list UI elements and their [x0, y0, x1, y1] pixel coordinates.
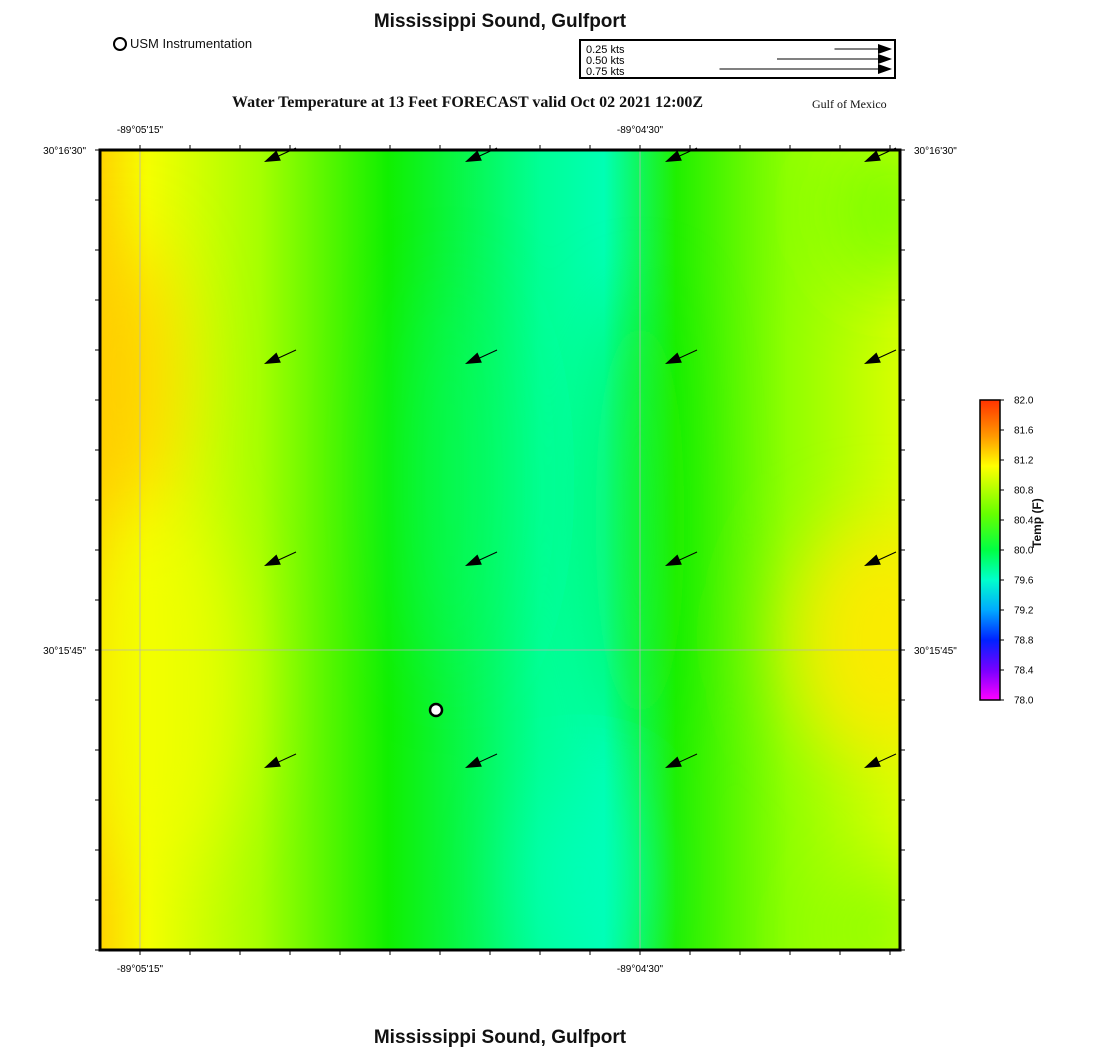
left-lat-label-1: 30°15'45": [43, 646, 86, 657]
region-label: Gulf of Mexico: [812, 97, 887, 111]
colorbar-tick-label: 78.8: [1014, 635, 1034, 647]
temperature-colorbar: [980, 396, 1034, 707]
colorbar-tick-label: 81.6: [1014, 425, 1034, 437]
bottom-title: Mississippi Sound, Gulfport: [373, 1027, 627, 1048]
colorbar-tick-label: 80.8: [1014, 485, 1034, 497]
bottom-lon-label-0: -89°05'15": [116, 964, 164, 975]
speed-legend-entry-1: 0.50 kts: [586, 55, 625, 67]
colorbar-tick-label: 79.6: [1014, 575, 1034, 587]
colorbar-tick-label: 79.2: [1014, 605, 1034, 617]
bottom-lon-label-1: -89°04'30": [616, 964, 664, 975]
speed-legend-entry-0: 0.25 kts: [586, 44, 625, 56]
usm-station-marker: [430, 704, 442, 716]
right-lat-label-1: 30°15'45": [914, 646, 957, 657]
top-lon-label-1: -89°04'30": [616, 125, 664, 136]
top-lon-label-0: -89°05'15": [116, 125, 164, 136]
left-lat-label-0: 30°16'30": [43, 146, 86, 157]
speed-legend-entry-2: 0.75 kts: [586, 66, 625, 78]
colorbar-tick-label: 78.0: [1014, 695, 1034, 707]
plot-subtitle: Water Temperature at 13 Feet FORECAST valid Oct 02 2021 12:00Z: [232, 94, 704, 111]
colorbar-label: Temp (F): [1030, 498, 1044, 548]
right-lat-label-0: 30°16'30": [914, 146, 957, 157]
map-title: Mississippi Sound, Gulfport: [373, 11, 627, 32]
colorbar-tick-label: 80.4: [1014, 515, 1034, 527]
colorbar-tick-label: 78.4: [1014, 665, 1034, 677]
colorbar-tick-label: 82.0: [1014, 395, 1034, 407]
temperature-field: [65, 130, 970, 990]
station-legend-label: USM Instrumentation: [130, 36, 253, 51]
colorbar-tick-label: 81.2: [1014, 455, 1034, 467]
colorbar-tick-label: 80.0: [1014, 545, 1034, 557]
